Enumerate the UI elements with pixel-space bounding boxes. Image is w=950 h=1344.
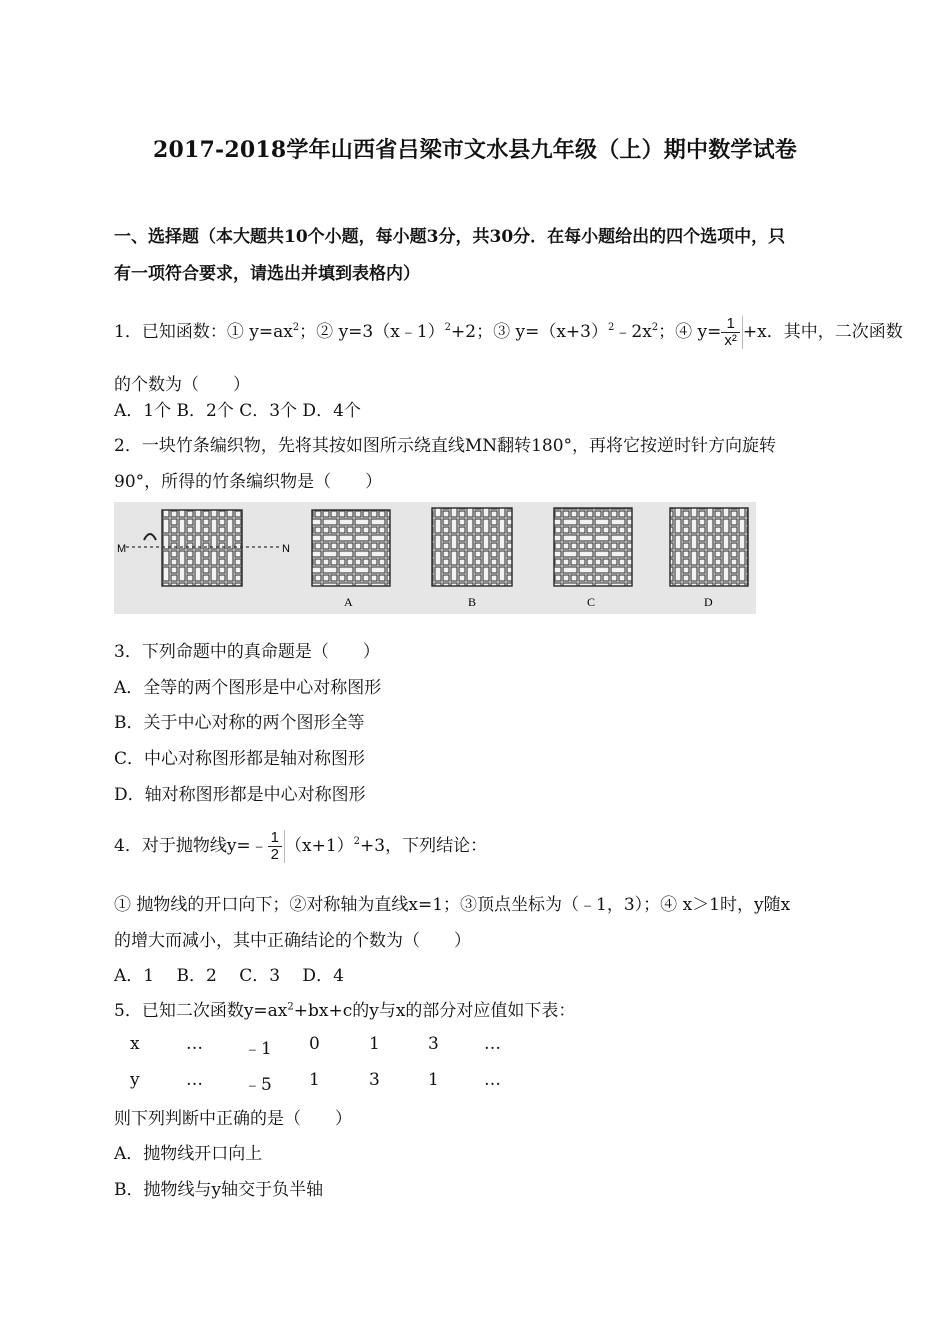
q1-frac-num: 1 bbox=[726, 315, 735, 332]
q1-stem-line2: 的个数为（ ） bbox=[114, 375, 250, 395]
label-a: A bbox=[344, 595, 353, 609]
q1-sup-4: 2 bbox=[651, 322, 659, 334]
q2-stem-line1: 2．一块竹条编织物，先将其按如图所示绕直线MN翻转180°，再将它按逆时针方向旋转 bbox=[114, 436, 777, 456]
page-title: 2017-2018学年山西省吕梁市文水县九年级（上）期中数学试卷 bbox=[153, 137, 797, 163]
q4-options: A．1 B．2 C．3 D．4 bbox=[114, 966, 344, 986]
weave-option-d bbox=[670, 508, 748, 586]
q5-sup: 2 bbox=[287, 1001, 294, 1013]
q4-sup: 2 bbox=[353, 836, 361, 848]
weave-figure bbox=[114, 502, 756, 614]
q5-option-a: A．抛物线开口向上 bbox=[114, 1144, 263, 1164]
q1-stem bbox=[114, 316, 903, 349]
table-cell: 1 bbox=[369, 1034, 380, 1054]
q1-text-d: ﹣2x bbox=[614, 321, 652, 342]
q4-fraction bbox=[268, 830, 285, 863]
table-cell: 3 bbox=[369, 1070, 380, 1090]
q4-text-b: （x+1） bbox=[285, 835, 354, 856]
table-cell: ﹣1 bbox=[244, 1039, 272, 1059]
q4-frac-num: 1 bbox=[270, 829, 280, 846]
table-cell: … bbox=[484, 1034, 501, 1054]
q1-text-f: +x．其中，二次函数 bbox=[742, 321, 903, 342]
weave-figure-svg bbox=[114, 502, 756, 614]
q4-stem-line3: 的增大而减小，其中正确结论的个数为（ ） bbox=[114, 931, 471, 951]
q1-text-e: ；④ y= bbox=[658, 321, 722, 342]
q5-option-b: B．抛物线与y轴交于负半轴 bbox=[114, 1180, 324, 1200]
q1-text-b: ；② y=3（x﹣1） bbox=[299, 321, 445, 342]
table-cell: x bbox=[130, 1034, 140, 1054]
table-cell: 3 bbox=[428, 1034, 439, 1054]
q3-option-c: C．中心对称图形都是轴对称图形 bbox=[114, 749, 366, 769]
label-d: D bbox=[704, 595, 713, 609]
table-cell: … bbox=[484, 1070, 501, 1090]
q2-stem-line2: 90°，所得的竹条编织物是（ ） bbox=[114, 472, 383, 492]
section-heading-line1: 一、选择题（本大题共10个小题，每小题3分，共30分．在每小题给出的四个选项中，只 bbox=[114, 227, 786, 247]
q5-stem bbox=[114, 996, 575, 1021]
weave-option-b bbox=[432, 508, 512, 586]
q1-text-a: 1．已知函数：① y=ax bbox=[114, 321, 293, 342]
q4-text-c: +3，下列结论： bbox=[360, 835, 488, 856]
label-c: C bbox=[587, 595, 596, 609]
q1-text-c: +2；③ y=（x+3） bbox=[451, 321, 608, 342]
q3-option-d: D．轴对称图形都是中心对称图形 bbox=[114, 785, 366, 805]
table-cell: … bbox=[186, 1034, 203, 1054]
q1-options: A．1个 B．2个 C．3个 D．4个 bbox=[114, 401, 361, 421]
q4-frac-den: 2 bbox=[268, 846, 282, 863]
q5-text-b: +bx+c的y与x的部分对应值如下表： bbox=[293, 1001, 576, 1021]
q1-sup-1: 2 bbox=[292, 322, 300, 334]
q1-sup-3: 2 bbox=[608, 322, 615, 334]
q3-option-a: A．全等的两个图形是中心对称图形 bbox=[114, 678, 382, 698]
label-m: M bbox=[117, 543, 127, 555]
weave-original bbox=[162, 510, 242, 586]
table-cell: y bbox=[130, 1070, 140, 1090]
label-n: N bbox=[282, 543, 290, 555]
section-heading-line2: 有一项符合要求，请选出并填到表格内） bbox=[114, 264, 420, 284]
q5-text-a: 5．已知二次函数y=ax bbox=[114, 1001, 288, 1021]
q4-stem-line2: ① 抛物线的开口向下；②对称轴为直线x=1；③顶点坐标为（﹣1，3）；④ x＞1时，y随x bbox=[114, 895, 791, 915]
flip-arrow-icon bbox=[144, 534, 156, 540]
table-cell: 0 bbox=[309, 1034, 320, 1054]
q1-frac-den: x² bbox=[721, 332, 740, 349]
q5-ask: 则下列判断中正确的是（ ） bbox=[114, 1109, 352, 1129]
q1-sup-2: 2 bbox=[444, 322, 452, 334]
table-cell: 1 bbox=[428, 1070, 439, 1090]
q1-fraction bbox=[721, 316, 743, 349]
table-cell: … bbox=[186, 1070, 203, 1090]
q3-stem: 3．下列命题中的真命题是（ ） bbox=[114, 642, 380, 662]
weave-option-a bbox=[312, 510, 390, 586]
label-b: B bbox=[468, 595, 477, 609]
table-cell: ﹣5 bbox=[244, 1075, 272, 1095]
q3-option-b: B．关于中心对称的两个图形全等 bbox=[114, 713, 365, 733]
weave-option-c bbox=[554, 508, 632, 586]
q4-text-a: 4．对于抛物线y=﹣ bbox=[114, 835, 268, 856]
table-cell: 1 bbox=[309, 1070, 320, 1090]
q4-stem bbox=[114, 830, 487, 863]
